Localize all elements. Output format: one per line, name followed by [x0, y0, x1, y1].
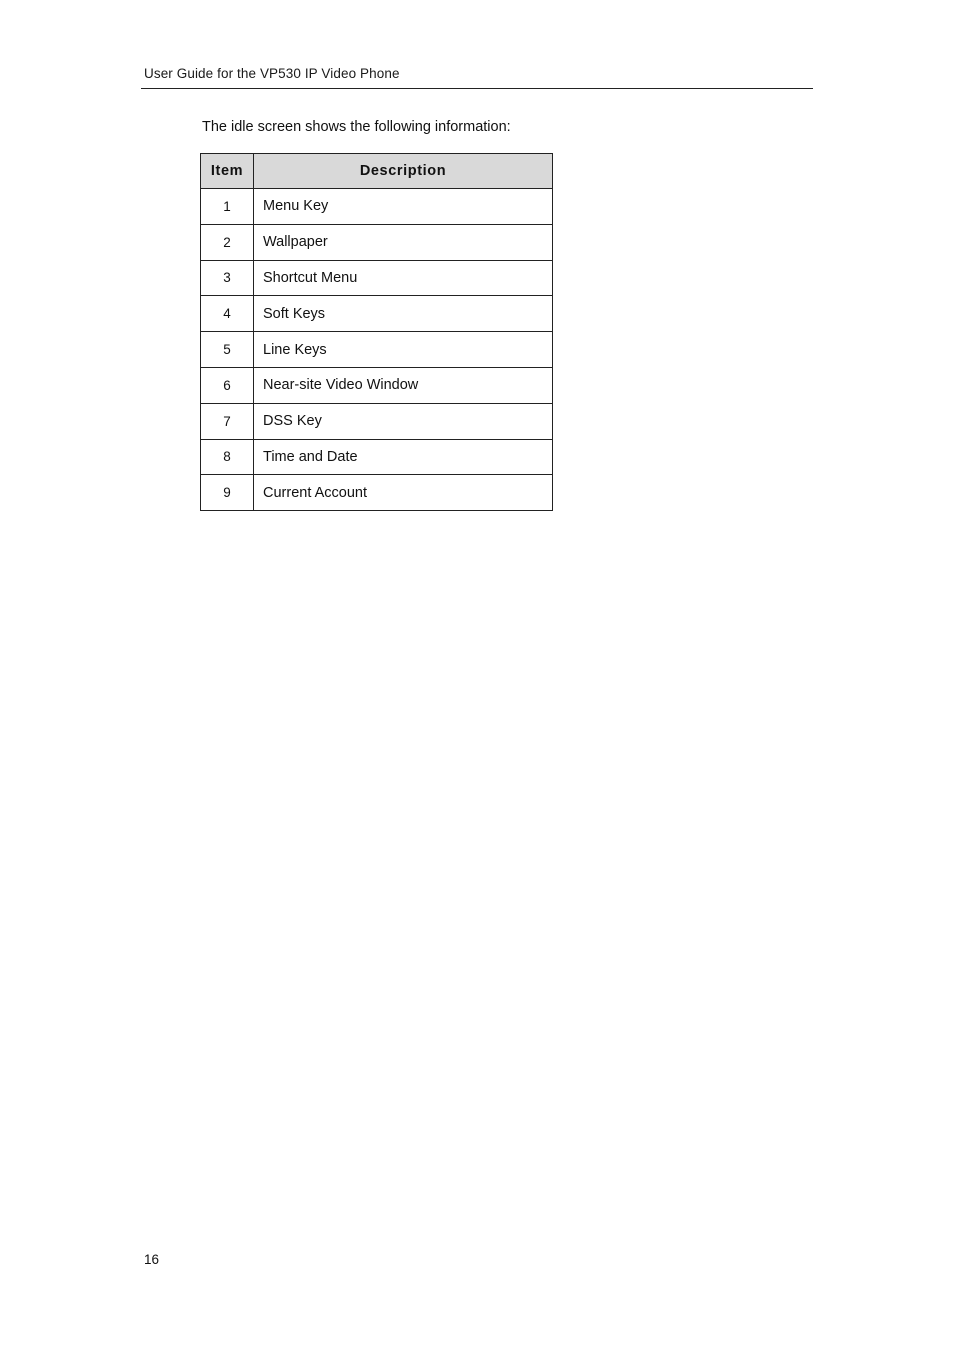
- table-row: [201, 439, 553, 475]
- item-description: Near-site Video Window: [254, 367, 553, 403]
- item-number: 3: [201, 260, 254, 296]
- table-row: [201, 475, 553, 511]
- item-description: Shortcut Menu: [254, 260, 553, 296]
- item-description: Soft Keys: [254, 296, 553, 332]
- idle-screen-items-table: [200, 153, 553, 511]
- table-row: [201, 296, 553, 332]
- column-header-item: Item: [201, 154, 254, 189]
- table-header-row: [201, 154, 553, 189]
- item-description: Wallpaper: [254, 224, 553, 260]
- item-description: Current Account: [254, 475, 553, 511]
- item-description: DSS Key: [254, 403, 553, 439]
- item-number: 6: [201, 367, 254, 403]
- table-row: [201, 260, 553, 296]
- table-row: [201, 403, 553, 439]
- item-description: Time and Date: [254, 439, 553, 475]
- table-row: [201, 332, 553, 368]
- page-number: 16: [144, 1252, 160, 1267]
- running-header: User Guide for the VP530 IP Video Phone: [144, 66, 400, 81]
- item-number: 4: [201, 296, 254, 332]
- table-row: [201, 367, 553, 403]
- item-number: 8: [201, 439, 254, 475]
- item-description: Line Keys: [254, 332, 553, 368]
- item-number: 2: [201, 224, 254, 260]
- intro-paragraph: The idle screen shows the following information:: [202, 119, 511, 135]
- header-divider: [141, 88, 813, 89]
- table-row: [201, 224, 553, 260]
- column-header-description: Description: [254, 154, 553, 189]
- item-number: 1: [201, 189, 254, 225]
- item-number: 9: [201, 475, 254, 511]
- item-number: 5: [201, 332, 254, 368]
- item-number: 7: [201, 403, 254, 439]
- table-row: [201, 189, 553, 225]
- item-description: Menu Key: [254, 189, 553, 225]
